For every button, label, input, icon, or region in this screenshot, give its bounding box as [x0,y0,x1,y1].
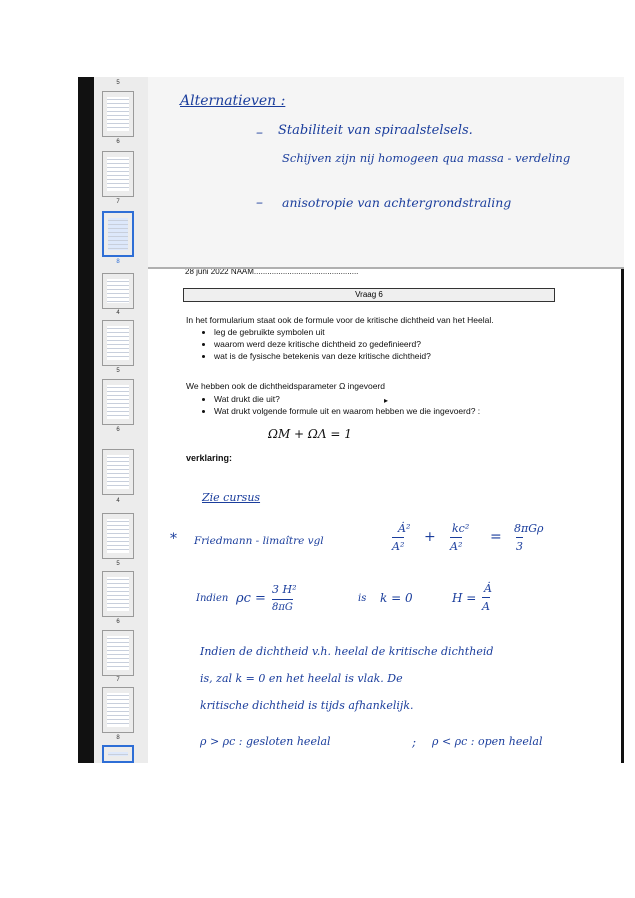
page-thumbnail[interactable] [102,379,134,425]
page-thumbnail[interactable] [102,513,134,559]
verklaring-label: verklaring: [186,453,233,463]
pdf-viewer [78,77,624,763]
handwritten-line: ρ < ρc : open heelal [432,735,543,748]
handwritten-math: Ȧ² [398,522,411,535]
handwritten-star: * [170,531,177,547]
handwritten-line: ρ > ρc : gesloten heelal [200,735,331,748]
scanned-page-question [148,269,624,763]
page-number-label: 8 [116,735,120,741]
page-thumbnail[interactable] [102,687,134,733]
page-number-label: 4 [116,498,120,504]
handwritten-math: ρc = [236,591,266,606]
page-number-label: 5 [116,368,120,374]
handwritten-math: kc² [452,522,470,535]
page-thumbnail[interactable] [102,151,134,197]
handwritten-math: H = [452,591,477,605]
handwritten-line: Stabiliteit van spiraalstelsels. [278,123,473,138]
bullet-item: • Wat drukt volgende formule uit en waarom hebben we die ingevoerd? : [214,405,480,417]
page-header: 28 juni 2022 NAAM............................................... [185,269,359,276]
page-thumbnail-selected[interactable] [102,745,134,763]
page-thumbnail[interactable] [102,91,134,137]
bullet-item: • leg de gebruikte symbolen uit [214,326,431,338]
handwritten-line: Indien [196,593,229,604]
window-edge [78,77,94,763]
page-number-label: 4 [116,310,120,316]
mouse-cursor-icon: ▸ [384,396,389,405]
handwritten-math: = [490,529,502,545]
formula: ΩM + ΩΛ = 1 [268,427,352,441]
handwritten-line: ; [412,735,417,749]
page-number-label: 6 [116,427,120,433]
handwritten-math: k = 0 [380,591,413,605]
scanned-page-handwritten [148,77,624,269]
bullet-item: • waarom werd deze kritische dichtheid zo gedefinieerd? [214,338,431,350]
page-thumbnail[interactable] [102,571,134,617]
handwritten-math: A² [392,537,404,553]
page-thumbnail-selected[interactable] [102,211,134,257]
handwritten-line: Indien de dichtheid v.h. heelal de kritische dichtheid [200,645,494,658]
handwritten-math: 3 H² [272,583,297,596]
question-bullets-2 [198,393,480,417]
handwritten-math: 8πGρ [514,522,544,535]
handwritten-heading: Alternatieven : [180,93,286,109]
handwritten-line: Zie cursus [202,491,261,504]
window-edge [621,269,624,763]
bullet-item: • wat is de fysische betekenis van deze kritische dichtheid? [214,350,431,362]
page-number-label: 8 [116,259,120,265]
handwritten-line: Schijven zijn nij homogeen qua massa - verdeling [282,151,571,165]
handwritten-line: is [358,593,367,604]
question-title-box: Vraag 6 [183,288,555,302]
handwritten-line: kritische dichtheid is tijds afhankelijk. [200,699,414,712]
question-intro: In het formularium staat ook de formule voor de kritische dichtheid van het Heelal. [186,315,494,325]
handwritten-math: 8πG [272,599,293,613]
page-thumbnail[interactable] [102,273,134,309]
page-number-label: 5 [116,80,120,86]
page-thumbnail-sidebar[interactable] [94,77,149,763]
page-thumbnail[interactable] [102,320,134,366]
page-number-label: 6 [116,619,120,625]
handwritten-math: A [482,597,490,613]
handwritten-line: Friedmann - limaître vgl [194,535,324,547]
handwritten-line: anisotropie van achtergrondstraling [282,195,512,210]
question-bullets [198,326,431,362]
page-number-label: 7 [116,677,120,683]
question-intro-2: We hebben ook de dichtheidsparameter Ω ingevoerd [186,381,385,391]
page-thumbnail[interactable] [102,449,134,495]
page-number-label: 6 [116,139,120,145]
handwritten-math: Ȧ [484,582,492,595]
handwritten-math: + [424,529,436,545]
dash-bullet: – [256,125,263,141]
bullet-item: • Wat drukt die uit? [214,393,480,405]
handwritten-line: is, zal k = 0 en het heelal is vlak. De [200,672,403,685]
handwritten-math: 3 [516,537,523,553]
dash-bullet: – [256,195,263,211]
handwritten-math: A² [450,537,462,553]
page-thumbnail[interactable] [102,630,134,676]
page-number-label: 7 [116,199,120,205]
page-number-label: 5 [116,561,120,567]
